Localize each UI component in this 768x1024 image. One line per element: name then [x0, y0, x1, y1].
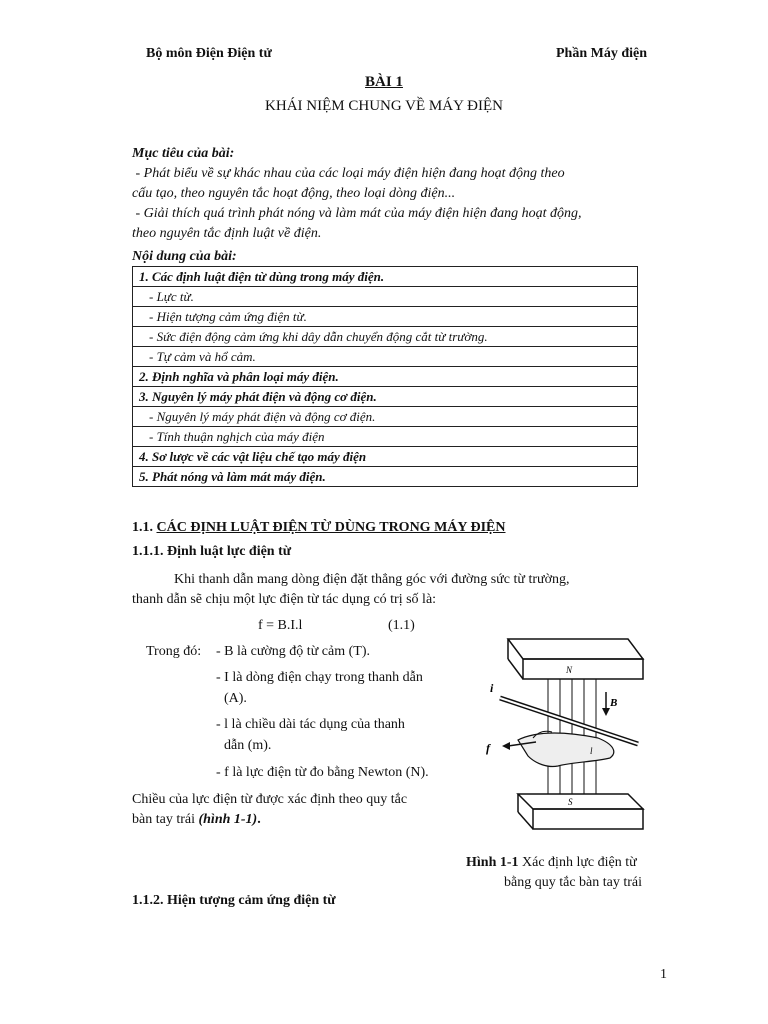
rule-line: Chiều của lực điện từ được xác định theo quy tắc [132, 792, 408, 807]
definition-i-cont: (A). [224, 691, 247, 706]
header-right: Phần Máy điện [556, 46, 648, 61]
objective-2-line2: theo nguyên tắc định luật về điện. [132, 226, 322, 241]
toc-row: 5. Phát nóng và làm mát máy điện. [133, 467, 638, 487]
page-number: 1 [660, 967, 667, 982]
toc-row: - Hiện tượng cảm ứng điện từ. [133, 307, 638, 327]
header-left: Bộ môn Điện Điện tử [146, 46, 272, 61]
paragraph-line: thanh dẫn sẽ chịu một lực điện từ tác dụng có trị số là: [132, 592, 437, 607]
label-n: N [566, 665, 573, 675]
formula: f = B.I.l [258, 618, 303, 633]
objective-2-line1: - Giải thích quá trình phát nóng và làm mát của máy điện hiện đang hoạt động, [132, 206, 582, 221]
objective-1-line2: cấu tạo, theo nguyên tắc hoạt động, theo loại dòng điện... [132, 186, 456, 201]
contents-table [132, 266, 638, 487]
where-label: Trong đó: [146, 644, 202, 659]
definition-l: - l là chiều dài tác dụng của thanh [216, 717, 405, 732]
left-hand-rule-figure [478, 634, 648, 844]
figure-caption: Hình 1-1 Xác định lực điện từ [466, 855, 637, 870]
toc-row: - Nguyên lý máy phát điện và động cơ điện. [133, 407, 638, 427]
label-s: S [568, 797, 573, 807]
rule-line: bàn tay trái (hình 1-1). [132, 812, 261, 827]
toc-row: - Sức điện động cảm ứng khi dây dẫn chuyển động cắt từ trường. [133, 327, 638, 347]
definition-i: - I là dòng điện chạy trong thanh dẫn [216, 670, 423, 685]
toc-row: - Lực từ. [133, 287, 638, 307]
label-b: B [610, 697, 618, 709]
figure-caption-cont: bằng quy tắc bàn tay trái [504, 875, 643, 890]
subsection-1-heading: 1.1.1. Định luật lực điện từ [132, 544, 292, 559]
definition-f: - f là lực điện từ đo bằng Newton (N). [216, 765, 429, 780]
toc-row: 4. Sơ lược về các vật liệu chế tạo máy điện [133, 447, 638, 467]
lesson-title: KHÁI NIỆM CHUNG VỀ MÁY ĐIỆN [265, 98, 503, 114]
formula-number: (1.1) [388, 618, 415, 633]
definition-l-cont: dẫn (m). [224, 738, 272, 753]
contents-heading: Nội dung của bài: [132, 249, 237, 264]
subsection-2-heading: 1.1.2. Hiện tượng cảm ứng điện từ [132, 893, 336, 908]
toc-row: - Tính thuận nghịch của máy điện [133, 427, 638, 447]
toc-row: 1. Các định luật điện từ dùng trong máy điện. [133, 267, 638, 287]
toc-row: - Tự cảm và hổ cảm. [133, 347, 638, 367]
toc-row: 2. Định nghĩa và phân loại máy điện. [133, 367, 638, 387]
label-f: f [486, 741, 490, 755]
label-l: l [590, 746, 593, 756]
objectives-heading: Mục tiêu của bài: [132, 146, 235, 161]
definition-b: - B là cường độ từ cảm (T). [216, 644, 370, 659]
section-heading: 1.1. CÁC ĐỊNH LUẬT ĐIỆN TỪ DÙNG TRONG MÁY ĐIỆN [132, 520, 506, 535]
objective-1-line1: - Phát biểu về sự khác nhau của các loại máy điện hiện đang hoạt động theo [132, 166, 565, 181]
toc-row: 3. Nguyên lý máy phát điện và động cơ điện. [133, 387, 638, 407]
paragraph-line: Khi thanh dẫn mang dòng điện đặt thẳng góc với đường sức từ trường, [174, 572, 570, 587]
label-i: i [490, 681, 494, 695]
lesson-number: BÀI 1 [365, 74, 403, 90]
